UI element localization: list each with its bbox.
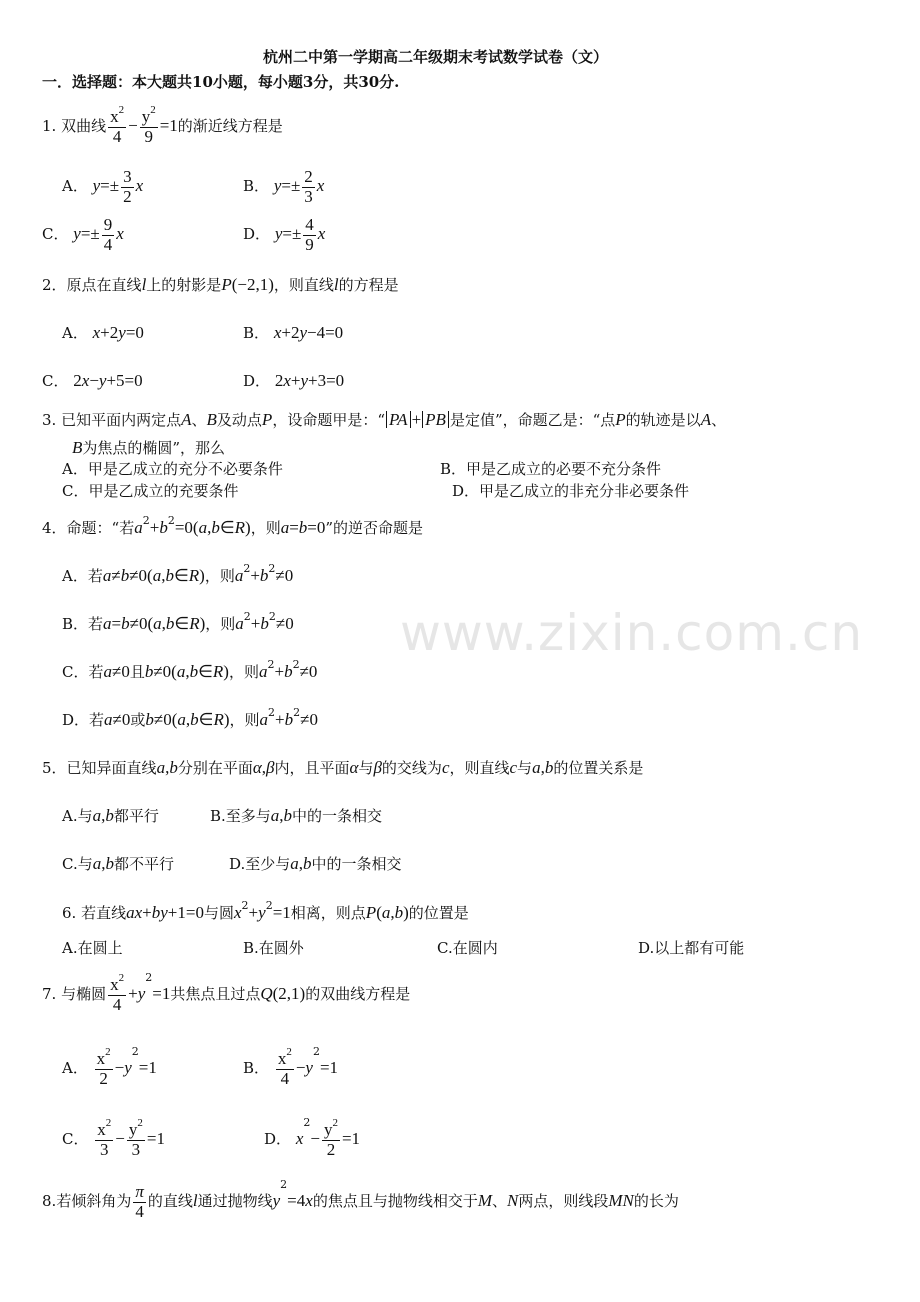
page-title: 杭州二中第一学期高二年级期末考试数学试卷（文） [263, 48, 609, 66]
q5-option-b[interactable]: B.至多与a,b中的一条相交 [210, 806, 383, 825]
question-2: 2．原点在直线l上的射影是P(−2,1)，则直线l的方程是 [42, 275, 399, 294]
question-6: 6. 若直线ax+by+1=0与圆$x^2+y^2=1$相离，则点P(a,b)的位置是 [62, 899, 469, 922]
q1-option-a[interactable]: A． y=± $\frac{3}{2}$ x [62, 167, 144, 206]
q3-option-b[interactable]: B．甲是乙成立的必要不充分条件 [440, 460, 662, 478]
q7-option-d[interactable]: D． $x^2-$ $\frac{y^2}{2}$ =1 [264, 1116, 361, 1159]
q3-option-c[interactable]: C．甲是乙成立的充要条件 [62, 482, 239, 500]
q7-option-b[interactable]: B． $\frac{x^2}{4}$ $-y^2=1$ [243, 1045, 339, 1088]
q6-option-d[interactable]: D.以上都有可能 [638, 939, 745, 957]
question-3: 3. 已知平面内两定点A、B及动点P，设命题甲是：“ PA + PB 是定值”，命题乙是：“点P的轨迹是以A、 [42, 410, 727, 429]
q4-option-a[interactable]: A．若a≠b≠0(a,b∈R)，则$a^2+b^2\ne 0$ [62, 562, 294, 585]
question-4: 4．命题：“若$a^2+b^2=0(a,b\in R)$，则a=b=0”的逆否命题是 [42, 514, 424, 537]
q7-option-a[interactable]: A． $\frac{x^2}{2}$ $-y^2=1$ [62, 1045, 157, 1088]
q3-option-d[interactable]: D．甲是乙成立的非充分非必要条件 [452, 482, 690, 500]
q6-option-c[interactable]: C.在圆内 [437, 939, 498, 957]
q1-option-b[interactable]: B． y=± $\frac{2}{3}$ x [243, 167, 325, 206]
question-5: 5．已知异面直线a,b分别在平面α,β内，且平面α与β的交线为c，则直线c与a,b的位置关系是 [42, 758, 644, 777]
q1-option-d[interactable]: D． y=± $\frac{4}{9}$ x [243, 215, 326, 254]
section-heading: 一．选择题：本大题共10小题，每小题3分，共30分. [42, 73, 400, 91]
watermark: www.zixin.com.cn [400, 604, 864, 662]
question-8: 8.若倾斜角为 $\frac{\pi}{4}$ 的直线l通过抛物线$y^2=4x$的焦点且与抛物线相交于M、N两点，则线段MN的长为 [42, 1178, 679, 1221]
q6-option-b[interactable]: B.在圆外 [243, 939, 304, 957]
q7-option-c[interactable]: C． $\frac{x^2}{3}$ − $\frac{y^2}{3}$ =1 [62, 1117, 165, 1159]
q2-option-a[interactable]: A． x+2y=0 [62, 323, 144, 342]
q5-option-d[interactable]: D.至少与a,b中的一条相交 [229, 854, 402, 873]
q2-option-b[interactable]: B． x+2y−4=0 [243, 323, 344, 342]
q2-option-c[interactable]: C． 2x−y+5=0 [42, 371, 143, 390]
q1-option-c[interactable]: C． y=± $\frac{9}{4}$ x [42, 215, 124, 254]
q5-option-c[interactable]: C.与a,b都不平行 [62, 854, 174, 873]
q6-option-a[interactable]: A.在圆上 [62, 939, 123, 957]
question-1: 1. 双曲线 $\frac{x^2}{4}$ − $\frac{y^2}{9}$ =1的渐近线方程是 [42, 104, 283, 146]
q5-option-a[interactable]: A.与a,b都平行 [62, 806, 159, 825]
q4-option-c[interactable]: C．若a≠0且b≠0(a,b∈R)，则$a^2+b^2\ne 0$ [62, 658, 318, 681]
question-7: 7. 与椭圆 $\frac{x^2}{4}$ $+y^2=1$共焦点且过点Q(2,1)的双曲线方程是 [42, 971, 411, 1014]
q3-option-a[interactable]: A．甲是乙成立的充分不必要条件 [62, 460, 283, 478]
q4-option-b[interactable]: B．若a=b≠0(a,b∈R)，则$a^2+b^2\ne 0$ [62, 610, 294, 633]
q4-option-d[interactable]: D．若a≠0或b≠0(a,b∈R)，则$a^2+b^2\ne 0$ [62, 706, 318, 729]
q2-option-d[interactable]: D． 2x+y+3=0 [243, 371, 345, 390]
question-3-cont: B为焦点的椭圆”，那么 [72, 438, 226, 457]
